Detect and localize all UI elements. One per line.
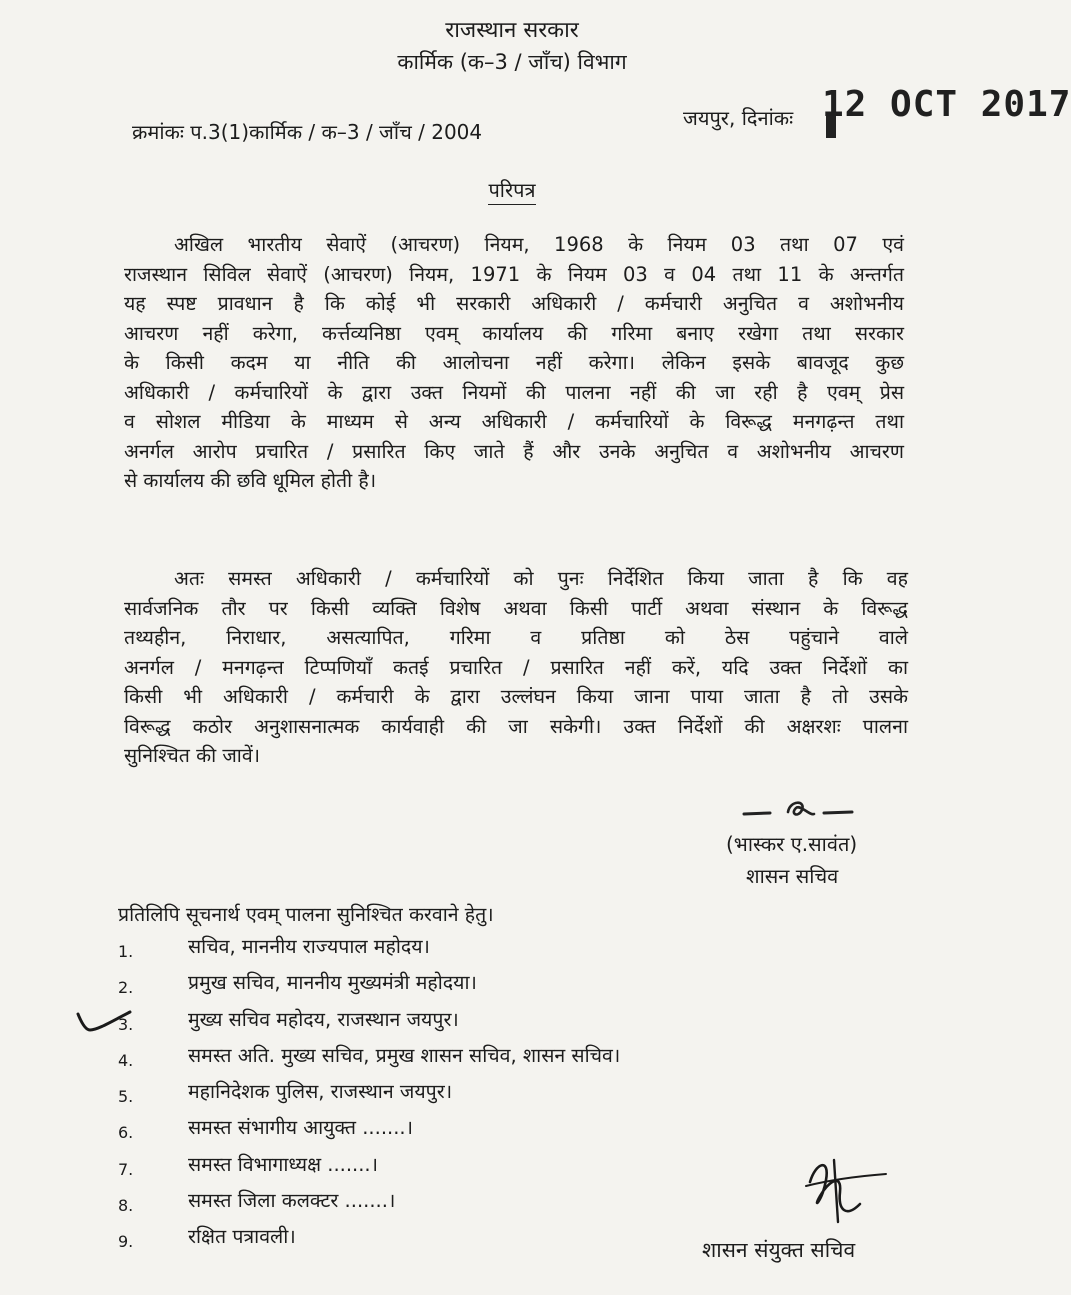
secretary-signature <box>740 792 870 832</box>
paragraph-1-line: राजस्थान सिविल सेवाऐं (आचरण) नियम, 1971 के नियम 03 व 04 तथा 11 के अन्तर्गत <box>124 262 904 286</box>
copy-to-recipient: प्रमुख सचिव, माननीय मुख्यमंत्री महोदया। <box>188 971 477 995</box>
paragraph-1-line: के किसी कदम या नीति की आलोचना नहीं करेगा। लेकिन इसके बावजूद कुछ <box>124 351 904 374</box>
copy-to-number: 9. <box>118 1232 134 1252</box>
copy-to-number: 5. <box>118 1087 134 1107</box>
copy-to-recipient: समस्त अति. मुख्य सचिव, प्रमुख शासन सचिव, शासन सचिव। <box>188 1043 621 1067</box>
copy-to-number: 8. <box>118 1196 134 1216</box>
paragraph-1-line: अखिल भारतीय सेवाऐं (आचरण) नियम, 1968 के नियम 03 तथा 07 एवं <box>174 233 904 256</box>
paragraph-1 <box>124 230 904 496</box>
department-header: कार्मिक (क–3 / जॉंच) विभाग <box>397 50 627 74</box>
copy-to-recipient: समस्त संभागीय आयुक्त .......। <box>188 1116 414 1140</box>
tick-mark-icon <box>74 1000 134 1036</box>
paragraph-1-line: आचरण नहीं करेगा, कर्त्तव्यनिष्ठा एवम् कार्यालय की गरिमा बनाए रखेगा तथा सरकार <box>124 321 904 345</box>
paragraph-2-line: अतः समस्त अधिकारी / कर्मचारियों को पुनः निर्देशित किया जाता है कि वह <box>174 567 908 590</box>
date-stamp: 12 OCT 2017 <box>822 84 1071 125</box>
paragraph-1-line: से कार्यालय की छवि धूमिल होती है। <box>124 469 377 492</box>
copy-to-recipient: समस्त जिला कलक्टर .......। <box>188 1189 396 1213</box>
copy-to-recipient: समस्त विभागाध्यक्ष .......। <box>188 1152 379 1176</box>
copy-to-recipient: मुख्य सचिव महोदय, राजस्थान जयपुर। <box>188 1007 459 1031</box>
paragraph-2-line: किसी भी अधिकारी / कर्मचारी के द्वारा उल्लंघन किया जाना पाया जाता है तो उसके <box>124 685 908 708</box>
copy-to-number: 6. <box>118 1123 134 1143</box>
reference-number: क्रमांकः प.3(1)कार्मिक / क–3 / जॉंच / 2004 <box>132 120 483 144</box>
paragraph-2-line: तथ्यहीन, निराधार, असत्यापित, गरिमा व प्रतिष्ठा को ठेस पहुंचाने वाले <box>124 626 908 649</box>
circular-title <box>0 176 1024 203</box>
signature-scribble-icon <box>790 1152 900 1232</box>
copy-to-number: 1. <box>118 942 134 961</box>
copy-to-number: 7. <box>118 1159 134 1179</box>
place-date-label: जयपुर, दिनांकः <box>683 106 794 130</box>
handwritten-tick <box>74 1000 134 1040</box>
government-header: राजस्थान सरकार <box>445 18 579 43</box>
signatory-name: (भास्कर ए.सावंत) <box>726 832 858 856</box>
paragraph-2-line: विरूद्ध कठोर अनुशासनात्मक कार्यवाही की जा सकेगी। उक्त निर्देशों की अक्षरशः पालना <box>124 714 908 738</box>
paragraph-1-line: व सोशल मीडिया के माध्यम से अन्य अधिकारी / कर्मचारियों के विरूद्ध मनगढ़न्त तथा <box>124 410 904 433</box>
copy-to-heading: प्रतिलिपि सूचनार्थ एवम् पालना सुनिश्चित करवाने हेतु। <box>118 903 494 926</box>
copy-to-number: 2. <box>118 978 134 998</box>
copy-to-recipient: रक्षित पत्रावली। <box>188 1225 296 1249</box>
paragraph-1-line: अनर्गल आरोप प्रचारित / प्रसारित किए जाते हैं और उनके अनुचित व अशोभनीय आचरण <box>124 439 904 463</box>
signatory-designation: शासन सचिव <box>746 864 839 888</box>
copy-to-recipient: सचिव, माननीय राज्यपाल महोदय। <box>188 935 430 958</box>
copy-to-recipient: महानिदेशक पुलिस, राजस्थान जयपुर। <box>188 1080 453 1104</box>
signature-squiggle-icon <box>740 792 870 828</box>
joint-secretary-signature <box>790 1152 900 1236</box>
paragraph-1-line: अधिकारी / कर्मचारियों के द्वारा उक्त नियमों की पालना नहीं की जा रही है एवम् प्रेस <box>124 380 904 404</box>
paragraph-2 <box>124 564 908 771</box>
paragraph-2-line: सुनिश्चित की जावें। <box>124 744 261 767</box>
copy-to-number: 4. <box>118 1050 134 1070</box>
paragraph-1-line: यह स्पष्ट प्रावधान है कि कोई भी सरकारी अधिकारी / कर्मचारी अनुचित व अशोभनीय <box>124 292 904 315</box>
circular-title-text: परिपत्र <box>488 178 535 205</box>
copy-to-number: 3. <box>118 1014 134 1034</box>
joint-secretary-designation: शासन संयुक्त सचिव <box>702 1238 856 1262</box>
paragraph-2-line: सार्वजनिक तौर पर किसी व्यक्ति विशेष अथवा किसी पार्टी अथवा संस्थान के विरूद्ध <box>124 596 908 620</box>
paragraph-2-line: अनर्गल / मनगढ़न्त टिप्पणियाँ कतई प्रचारित / प्रसारित नहीं करें, यदि उक्त निर्देशों का <box>124 655 908 679</box>
